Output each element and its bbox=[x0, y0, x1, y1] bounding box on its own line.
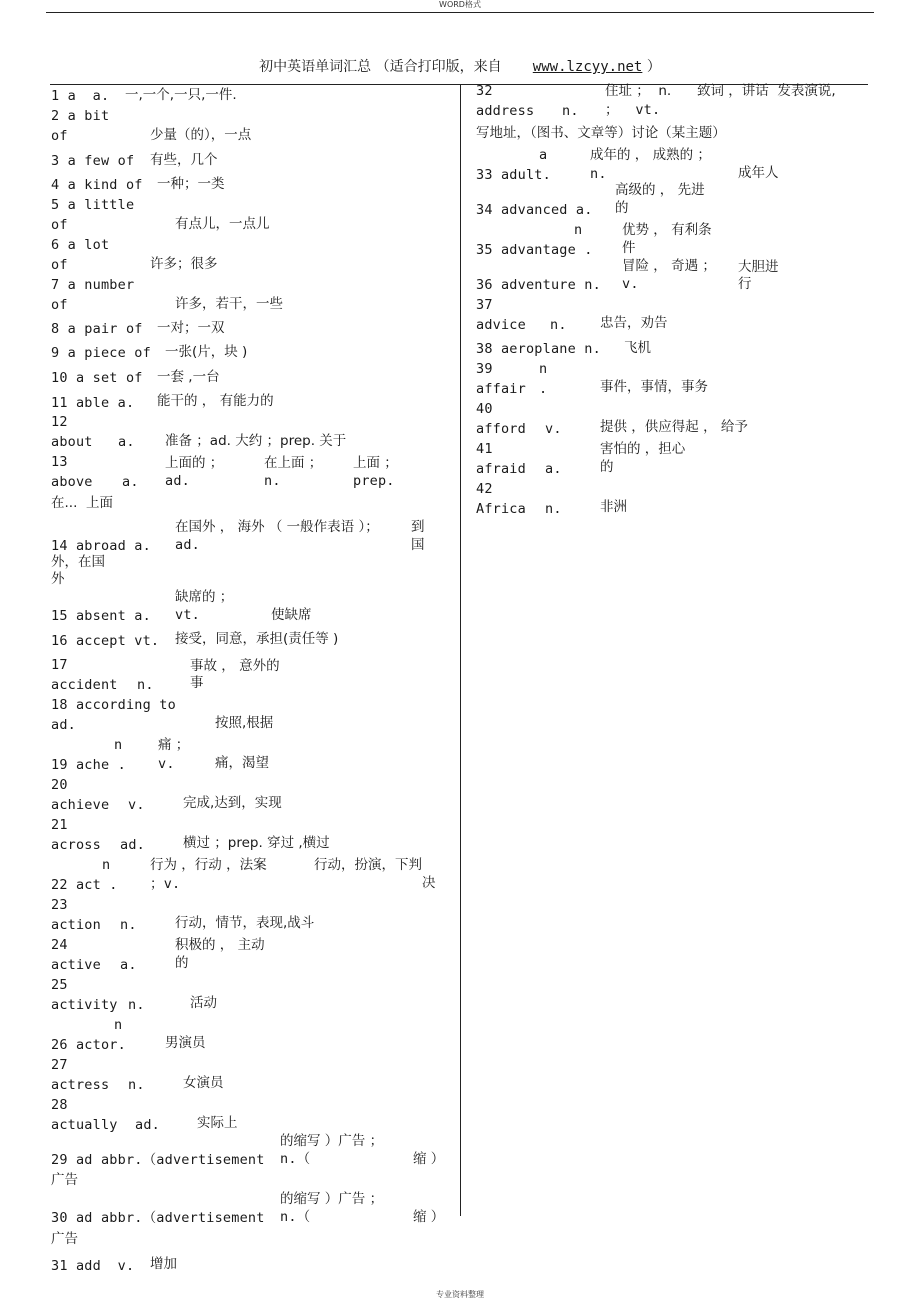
entry-word: action bbox=[51, 917, 101, 933]
entry-meaning: 成年的 ， 成熟的 ； bbox=[590, 147, 711, 163]
entry-word: 19 ache . bbox=[51, 757, 126, 773]
entry-meaning-cont: 事 bbox=[190, 675, 204, 691]
entry-word: accident bbox=[51, 677, 118, 693]
entry-meaning: 非洲 bbox=[600, 499, 627, 515]
entry-meaning-cont: 的 bbox=[175, 955, 189, 971]
entry-number: 23 bbox=[51, 897, 68, 913]
entry-pos: ad. bbox=[175, 537, 200, 553]
entry-meaning: 使缺席 bbox=[271, 607, 312, 623]
entry-word: 6 a lot bbox=[51, 237, 110, 253]
entry-meaning-cont: 广告 bbox=[51, 1231, 78, 1247]
entry-word: above bbox=[51, 474, 93, 490]
entry-meaning: 完成,达到，实现 bbox=[183, 795, 282, 811]
entry-word: 4 a kind of bbox=[51, 177, 143, 193]
entry-meaning: 男演员 bbox=[165, 1035, 206, 1051]
entry-word: 1 a a. bbox=[51, 88, 110, 104]
entry-meaning: 事件，事情，事务 bbox=[600, 379, 708, 395]
entry-number: 27 bbox=[51, 1057, 68, 1073]
entry-meaning: 高级的 ， 先进 bbox=[615, 182, 705, 198]
entry-meaning: 缺席的 ； bbox=[175, 589, 234, 605]
entry-word: 7 a number bbox=[51, 277, 135, 293]
entry-meaning: 痛 ； bbox=[158, 737, 190, 753]
entry-number: 20 bbox=[51, 777, 68, 793]
entry-pos: n. bbox=[562, 103, 579, 119]
entry-number: 40 bbox=[476, 401, 493, 417]
entry-meaning: 住址 ； n. bbox=[605, 83, 672, 99]
entry-meaning: 实际上 bbox=[197, 1115, 238, 1131]
entry-meaning: 害怕的 ，担心 bbox=[600, 441, 686, 457]
entry-pos: a. bbox=[120, 957, 137, 973]
entry-meaning: 一对；一双 bbox=[157, 320, 225, 336]
entry-word: afraid bbox=[476, 461, 526, 477]
entry-word: 30 ad abbr.（advertisement bbox=[51, 1210, 265, 1226]
entry-word: 5 a little bbox=[51, 197, 135, 213]
entry-word: 35 advantage . bbox=[476, 242, 593, 258]
entry-pos: n. bbox=[128, 997, 145, 1013]
entry-meaning: 优势 ， 有利条 bbox=[622, 222, 712, 238]
entry-word: 34 advanced a. bbox=[476, 202, 593, 218]
entry-pos: ad. bbox=[51, 717, 76, 733]
page-header-label: WORD格式 bbox=[439, 0, 481, 9]
entry-meaning: 在国外 ， 海外 （ 一般作表语 ）； bbox=[175, 519, 379, 535]
entry-meaning: 在上面 ； bbox=[264, 455, 323, 471]
entry-meaning: 横过 ；prep. 穿过 ,横过 bbox=[183, 835, 330, 851]
entry-word: address bbox=[476, 103, 535, 119]
entry-number: 24 bbox=[51, 937, 68, 953]
entry-meaning: 活动 bbox=[190, 995, 217, 1011]
entry-number: 41 bbox=[476, 441, 493, 457]
entry-meaning: 飞机 bbox=[624, 340, 651, 356]
entry-pos: n. bbox=[120, 917, 137, 933]
entry-number: 39 bbox=[476, 361, 493, 377]
entry-meaning: 增加 bbox=[150, 1256, 177, 1272]
entry-word-cont: of bbox=[51, 257, 68, 273]
entry-meaning: 有点儿，一点儿 bbox=[175, 216, 270, 232]
entry-meaning: 行动，扮演，下判 bbox=[314, 857, 422, 873]
entry-pos: v. bbox=[158, 756, 175, 772]
entry-number: 42 bbox=[476, 481, 493, 497]
entry-meaning: 行动，情节，表现,战斗 bbox=[175, 915, 315, 931]
entry-word: afford bbox=[476, 421, 526, 437]
entry-meaning-cont: 的 bbox=[600, 459, 614, 475]
entry-pos: n bbox=[114, 1017, 123, 1033]
entry-pos: a. bbox=[122, 474, 139, 490]
entry-word: 2 a bit bbox=[51, 108, 110, 124]
entry-meaning: 冒险 ， 奇遇 ； bbox=[622, 258, 716, 274]
entry-meaning: 事故 ， 意外的 bbox=[190, 658, 280, 674]
entry-meaning: 缩 ） bbox=[413, 1151, 445, 1167]
entry-word: 14 abroad a. bbox=[51, 538, 151, 554]
entry-pos: vt. bbox=[175, 607, 200, 623]
entry-word: 29 ad abbr.（advertisement bbox=[51, 1152, 265, 1168]
entry-meaning: 按照,根据 bbox=[215, 715, 274, 731]
entry-meaning: 上面的 ； bbox=[165, 455, 224, 471]
entry-meaning: 一张(片，块 ) bbox=[165, 344, 248, 360]
entry-number: 28 bbox=[51, 1097, 68, 1113]
entry-pos: n bbox=[574, 222, 583, 238]
entry-meaning: 许多；很多 bbox=[150, 256, 218, 272]
entry-number: 12 bbox=[51, 414, 68, 430]
entry-meaning: 的缩写 ）广告 ； bbox=[280, 1191, 384, 1207]
entry-meaning-cont: 决 bbox=[422, 875, 436, 891]
entry-word: affair bbox=[476, 381, 526, 397]
entry-word: actually bbox=[51, 1117, 118, 1133]
entry-pos: a. bbox=[545, 461, 562, 477]
entry-pos: n.（ bbox=[280, 1209, 311, 1225]
entry-pos: ad. bbox=[135, 1117, 160, 1133]
entry-word: 26 actor. bbox=[51, 1037, 126, 1053]
entry-pos: n.（ bbox=[280, 1151, 311, 1167]
entry-meaning: 积极的 ， 主动 bbox=[175, 937, 265, 953]
entry-meaning-cont: 的 bbox=[615, 200, 629, 216]
entry-word: actress bbox=[51, 1077, 110, 1093]
entry-word: 36 adventure n. bbox=[476, 277, 601, 293]
entry-meaning: 准备 ；ad. 大约 ；prep. 关于 bbox=[165, 433, 347, 449]
entry-meaning: 许多，若干，一些 bbox=[175, 296, 283, 312]
header-rule bbox=[46, 12, 874, 13]
entry-pos: a. bbox=[118, 434, 135, 450]
entry-meaning: 到 bbox=[411, 519, 425, 535]
entry-word: 3 a few of bbox=[51, 153, 135, 169]
entry-meaning-cont: 写地址，（图书、文章等）讨论（某主题） bbox=[476, 125, 726, 141]
entry-meaning: 的缩写 ）广告 ； bbox=[280, 1133, 384, 1149]
entry-pos: n. bbox=[137, 677, 154, 693]
entry-word: 11 able a. bbox=[51, 395, 135, 411]
entry-word-cont: of bbox=[51, 128, 68, 144]
entry-word: 38 aeroplane n. bbox=[476, 341, 601, 357]
entry-pos: v. bbox=[622, 276, 639, 292]
entry-word: 22 act . bbox=[51, 877, 118, 893]
entry-pos: ad. bbox=[165, 473, 190, 489]
entry-meaning: 行为 ，行动 ，法案 bbox=[150, 857, 267, 873]
column-divider bbox=[460, 84, 461, 1216]
entry-word: 18 according to bbox=[51, 697, 176, 713]
entry-word: 9 a piece of bbox=[51, 345, 151, 361]
entry-pos: ad. bbox=[120, 837, 145, 853]
title-close: ） bbox=[646, 59, 661, 75]
entry-meaning-cont: 在... 上面 bbox=[51, 495, 113, 511]
entry-meaning-cont: 件 bbox=[622, 240, 636, 256]
entry-pos: v. bbox=[128, 797, 145, 813]
entry-number: 13 bbox=[51, 454, 68, 470]
entry-meaning: 痛，渴望 bbox=[215, 755, 269, 771]
entry-meaning: 有些，几个 bbox=[150, 152, 218, 168]
entry-pos: n. bbox=[545, 501, 562, 517]
entry-number: 37 bbox=[476, 297, 493, 313]
entry-meaning: 国 bbox=[411, 537, 425, 553]
entry-pos: ； vt. bbox=[605, 102, 661, 118]
entry-word: across bbox=[51, 837, 101, 853]
entry-pos: n bbox=[114, 737, 123, 753]
entry-pos: . bbox=[539, 381, 548, 397]
entry-pos: v. bbox=[545, 421, 562, 437]
entry-meaning: 上面 ； bbox=[353, 455, 398, 471]
entry-meaning: 一,一个,一只,一件. bbox=[125, 87, 237, 103]
document-title bbox=[0, 58, 920, 76]
entry-word: activity bbox=[51, 997, 118, 1013]
entry-word: 31 add v. bbox=[51, 1258, 135, 1274]
title-site-link[interactable]: www.lzcyy.net bbox=[532, 59, 643, 75]
entry-meaning: 缩 ） bbox=[413, 1209, 445, 1225]
entry-meaning: 致词 ，讲话 发表演说, bbox=[697, 83, 836, 99]
title-text: 初中英语单词汇总 （适合打印版，来自 bbox=[259, 59, 502, 75]
entry-pos: n. bbox=[128, 1077, 145, 1093]
entry-word: Africa bbox=[476, 501, 526, 517]
entry-meaning-cont: 广告 bbox=[51, 1172, 78, 1188]
entry-pos: n. bbox=[590, 166, 607, 182]
entry-number: 21 bbox=[51, 817, 68, 833]
entry-pos: prep. bbox=[353, 473, 395, 489]
page-footer-label: 专业资料整理 bbox=[436, 1290, 484, 1299]
entry-pos: n. bbox=[550, 317, 567, 333]
entry-number: 17 bbox=[51, 657, 68, 673]
entry-meaning: 忠告，劝告 bbox=[600, 315, 668, 331]
entry-meaning: 提供 ，供应得起 ， 给予 bbox=[600, 419, 748, 435]
entry-meaning: 能干的 ， 有能力的 bbox=[157, 393, 274, 409]
entry-meaning: 接受，同意，承担(责任等 ) bbox=[175, 631, 339, 647]
entry-word: 8 a pair of bbox=[51, 321, 143, 337]
entry-word: 33 adult. bbox=[476, 167, 551, 183]
entry-meaning-cont: 外 bbox=[51, 571, 65, 587]
entry-meaning: 一种；一类 bbox=[157, 176, 225, 192]
entry-number: 32 bbox=[476, 83, 493, 99]
entry-pos: n. bbox=[264, 473, 281, 489]
entry-meaning: 一套 ,一台 bbox=[157, 369, 220, 385]
entry-word-cont: of bbox=[51, 297, 68, 313]
entry-word: about bbox=[51, 434, 93, 450]
entry-meaning: 成年人 bbox=[738, 165, 779, 181]
entry-meaning-cont: 外，在国 bbox=[51, 554, 105, 570]
entry-word: 16 accept vt. bbox=[51, 633, 160, 649]
entry-pos: n bbox=[102, 857, 111, 873]
entry-meaning: 少量（的），一点 bbox=[150, 127, 252, 143]
entry-meaning: 女演员 bbox=[183, 1075, 224, 1091]
entry-word-cont: of bbox=[51, 217, 68, 233]
entry-pos: a bbox=[539, 147, 548, 163]
entry-meaning-cont: 行 bbox=[738, 276, 752, 292]
entry-word: achieve bbox=[51, 797, 110, 813]
entry-meaning: 大胆进 bbox=[738, 259, 779, 275]
entry-number: 25 bbox=[51, 977, 68, 993]
entry-word: 15 absent a. bbox=[51, 608, 151, 624]
entry-word: active bbox=[51, 957, 101, 973]
entry-pos: n bbox=[539, 361, 548, 377]
entry-pos: ；v. bbox=[150, 876, 181, 892]
entry-word: advice bbox=[476, 317, 526, 333]
entry-word: 10 a set of bbox=[51, 370, 143, 386]
